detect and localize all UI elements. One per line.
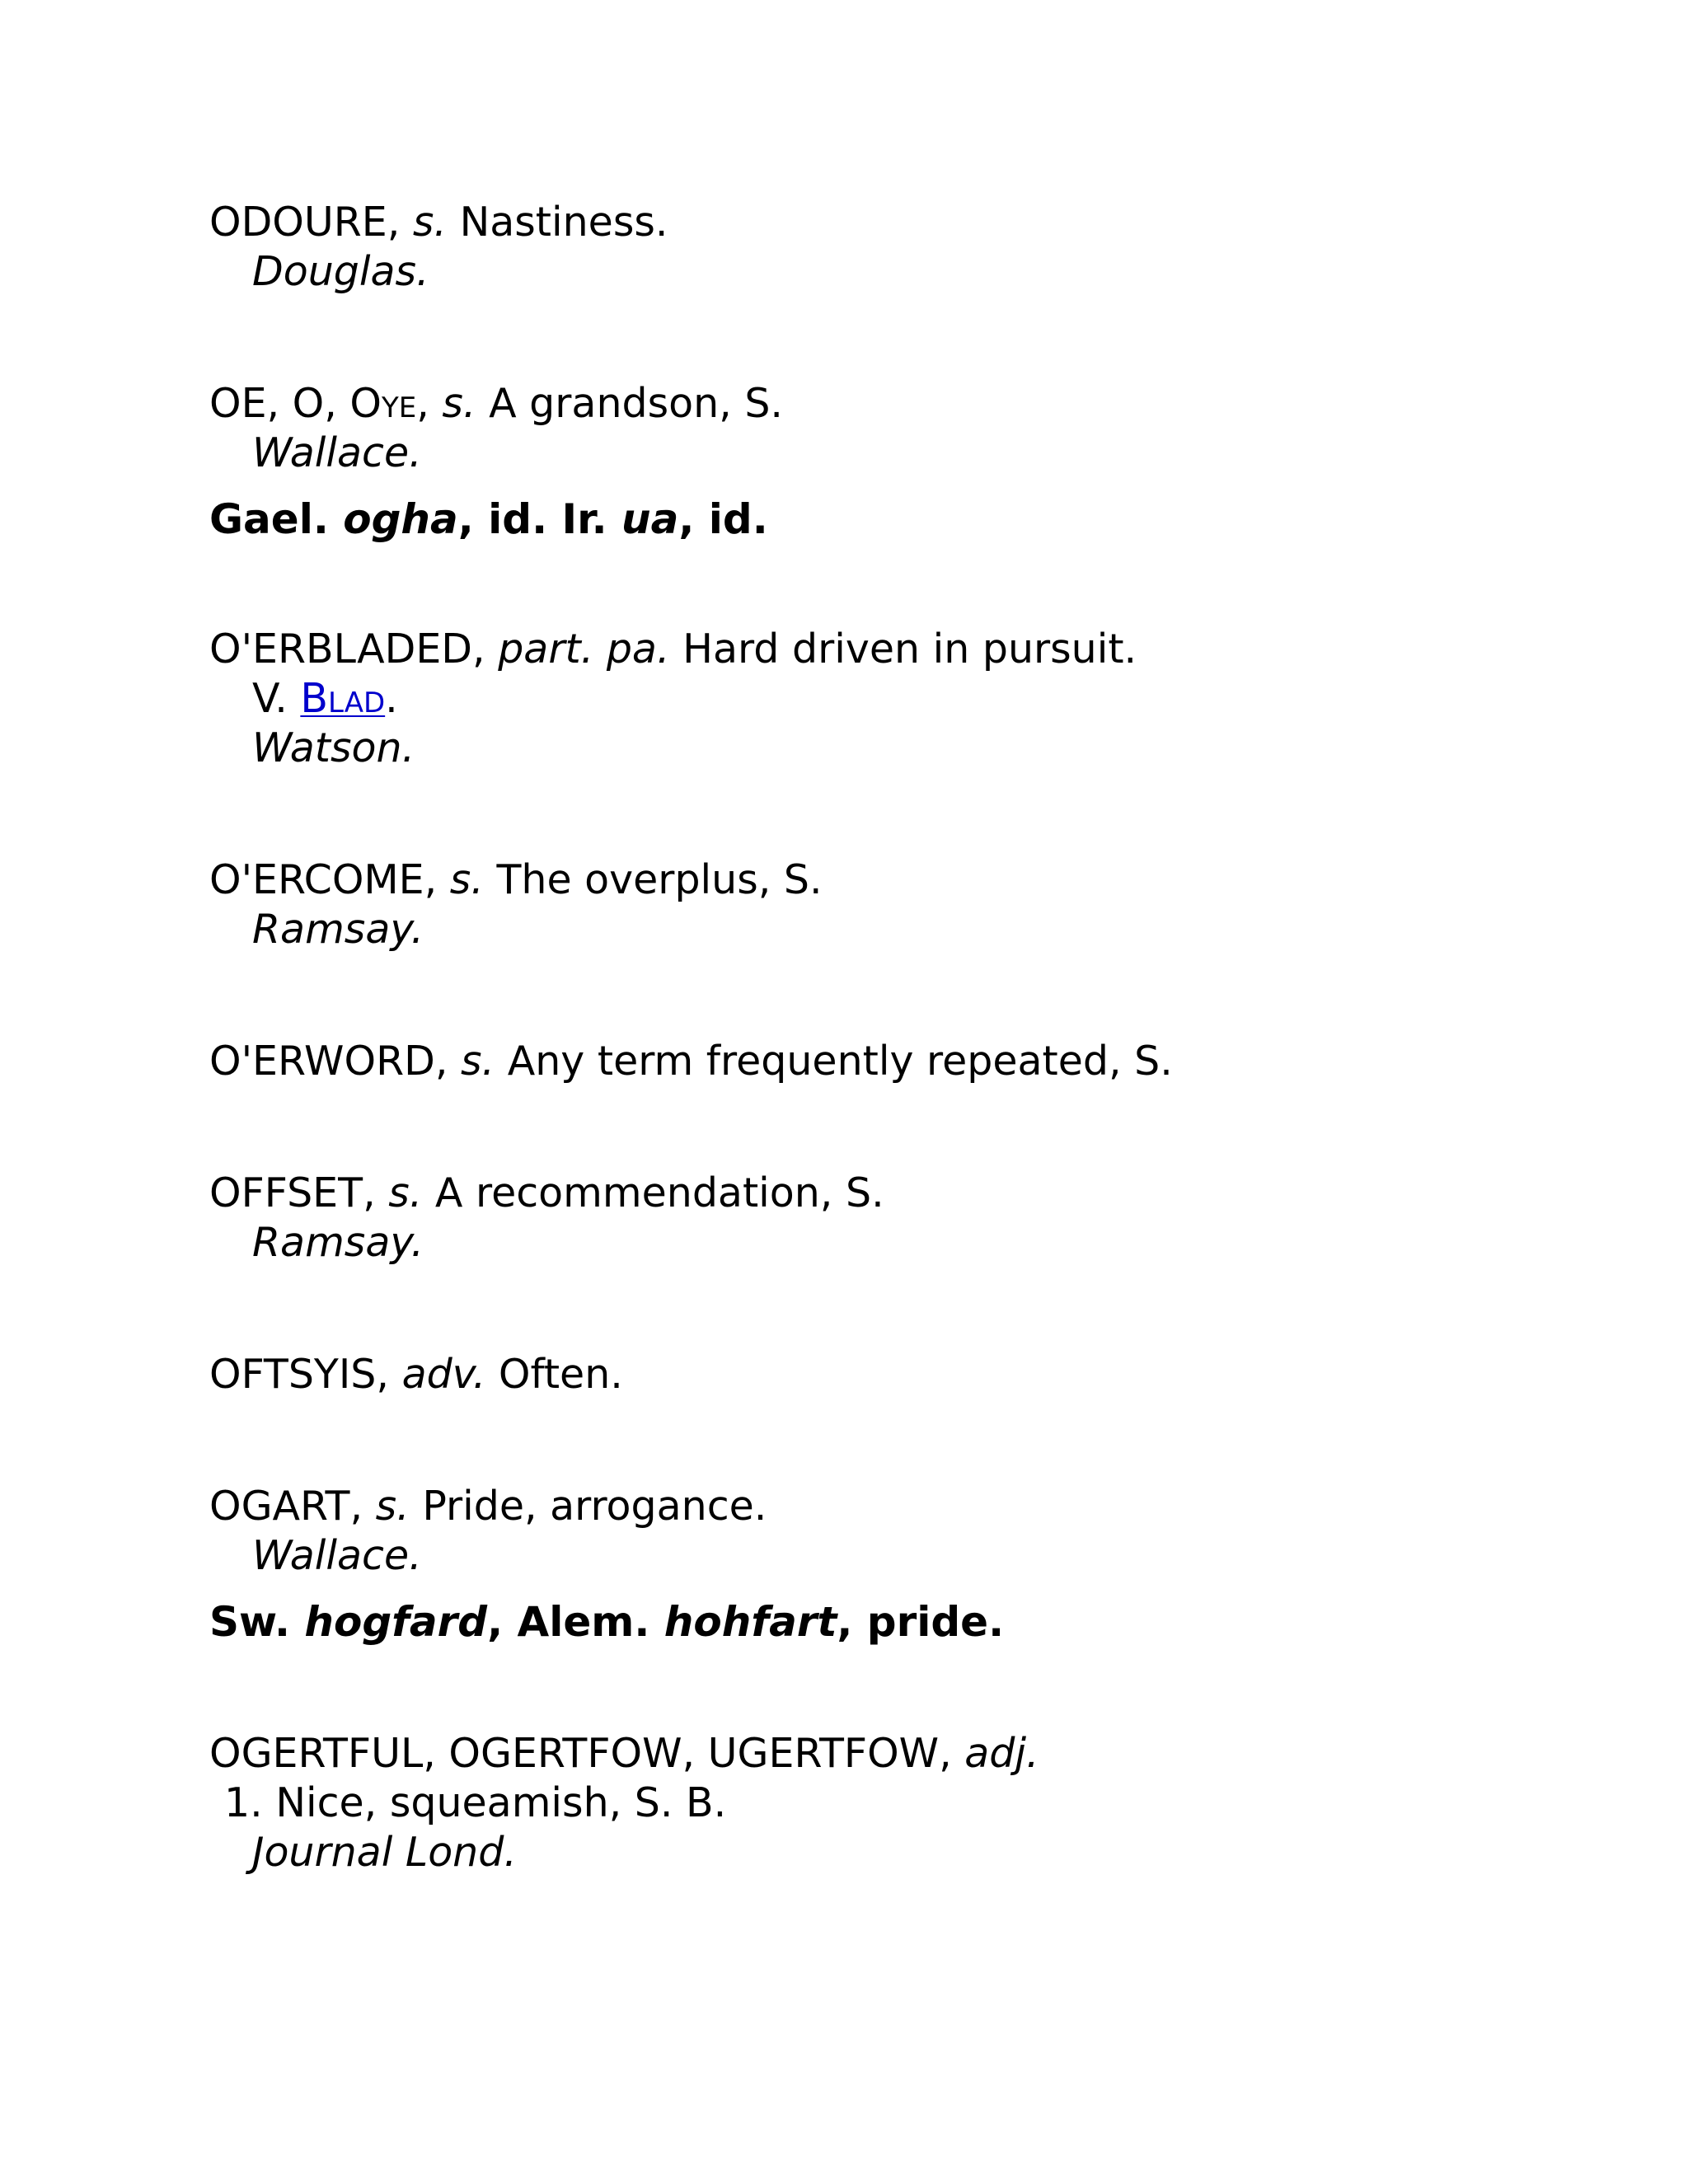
part-of-speech: s. bbox=[449, 856, 484, 903]
definition: Nastiness. bbox=[459, 199, 668, 246]
part-of-speech: s. bbox=[388, 1169, 423, 1216]
definition: The overplus, S. bbox=[496, 856, 823, 903]
definition: Hard driven in pursuit. bbox=[682, 626, 1137, 673]
citation: Ramsay. bbox=[252, 1219, 424, 1266]
headword: O'ERBLADED, bbox=[209, 626, 485, 673]
headword: OGERTFUL, OGERTFOW, UGERTFOW, bbox=[209, 1730, 952, 1777]
etymology-word: hohfart bbox=[663, 1598, 837, 1646]
entry-oercome bbox=[209, 855, 823, 905]
part-of-speech: s. bbox=[412, 199, 448, 246]
entry-ogart bbox=[209, 1482, 767, 1531]
etymology-lang: Gael. bbox=[209, 495, 329, 543]
headword-punct: , bbox=[416, 380, 429, 427]
definition: Often. bbox=[498, 1351, 623, 1398]
entry-oerbladed bbox=[209, 625, 1137, 674]
citation: Wallace. bbox=[252, 1532, 422, 1579]
definition: Any term frequently repeated, S. bbox=[507, 1038, 1173, 1085]
etymology-word: ogha bbox=[343, 495, 458, 543]
entry-oerword bbox=[209, 1037, 1173, 1086]
etymology-gloss: , Alem. bbox=[487, 1598, 650, 1646]
citation: Wallace. bbox=[252, 429, 422, 476]
xref-initial: B bbox=[300, 675, 328, 722]
headword-smallcaps: YE bbox=[381, 391, 417, 424]
etymology-word: hogfard bbox=[304, 1598, 488, 1646]
entry-oftsyis bbox=[209, 1350, 623, 1399]
citation: Douglas. bbox=[252, 248, 429, 295]
see-also bbox=[252, 674, 398, 728]
citation: Watson. bbox=[252, 724, 415, 771]
etymology-gloss: , pride. bbox=[837, 1598, 1005, 1646]
etymology-word: ua bbox=[621, 495, 679, 543]
headword: ODOURE bbox=[209, 199, 387, 246]
see-prefix: V. bbox=[252, 675, 288, 722]
sense-1: 1. Nice, squeamish, S. B. bbox=[224, 1779, 727, 1826]
headword: OFTSYIS, bbox=[209, 1351, 389, 1398]
entry-odoure: ODOURE, s. Nastiness. bbox=[209, 199, 668, 246]
entry-oe bbox=[209, 379, 783, 433]
etymology bbox=[209, 494, 768, 544]
definition: A recommendation, S. bbox=[434, 1169, 884, 1216]
headword: OE, O, O bbox=[209, 380, 382, 427]
cross-reference-link[interactable] bbox=[300, 675, 385, 722]
headword: O'ERWORD, bbox=[209, 1038, 448, 1085]
etymology-gloss: , id. Ir. bbox=[457, 495, 607, 543]
headword: OGART, bbox=[209, 1483, 363, 1530]
etymology bbox=[209, 1597, 1004, 1647]
xref-rest: LAD bbox=[327, 687, 386, 719]
part-of-speech: adj. bbox=[964, 1730, 1039, 1777]
entry-ogertful bbox=[209, 1729, 1039, 1779]
definition: Pride, arrogance. bbox=[422, 1483, 767, 1530]
part-of-speech: adv. bbox=[401, 1351, 486, 1398]
definition: A grandson, S. bbox=[489, 380, 784, 427]
part-of-speech: part. pa. bbox=[498, 626, 670, 673]
part-of-speech: s. bbox=[375, 1483, 410, 1530]
part-of-speech: s. bbox=[442, 380, 476, 427]
citation: Ramsay. bbox=[252, 906, 424, 953]
part-of-speech: s. bbox=[461, 1038, 495, 1085]
see-punct: . bbox=[385, 675, 398, 722]
etymology-lang: Sw. bbox=[209, 1598, 290, 1646]
headword: O'ERCOME, bbox=[209, 856, 438, 903]
headword: OFFSET, bbox=[209, 1169, 376, 1216]
etymology-gloss: , id. bbox=[678, 495, 768, 543]
citation: Journal Lond. bbox=[252, 1829, 517, 1876]
entry-offset bbox=[209, 1169, 884, 1218]
